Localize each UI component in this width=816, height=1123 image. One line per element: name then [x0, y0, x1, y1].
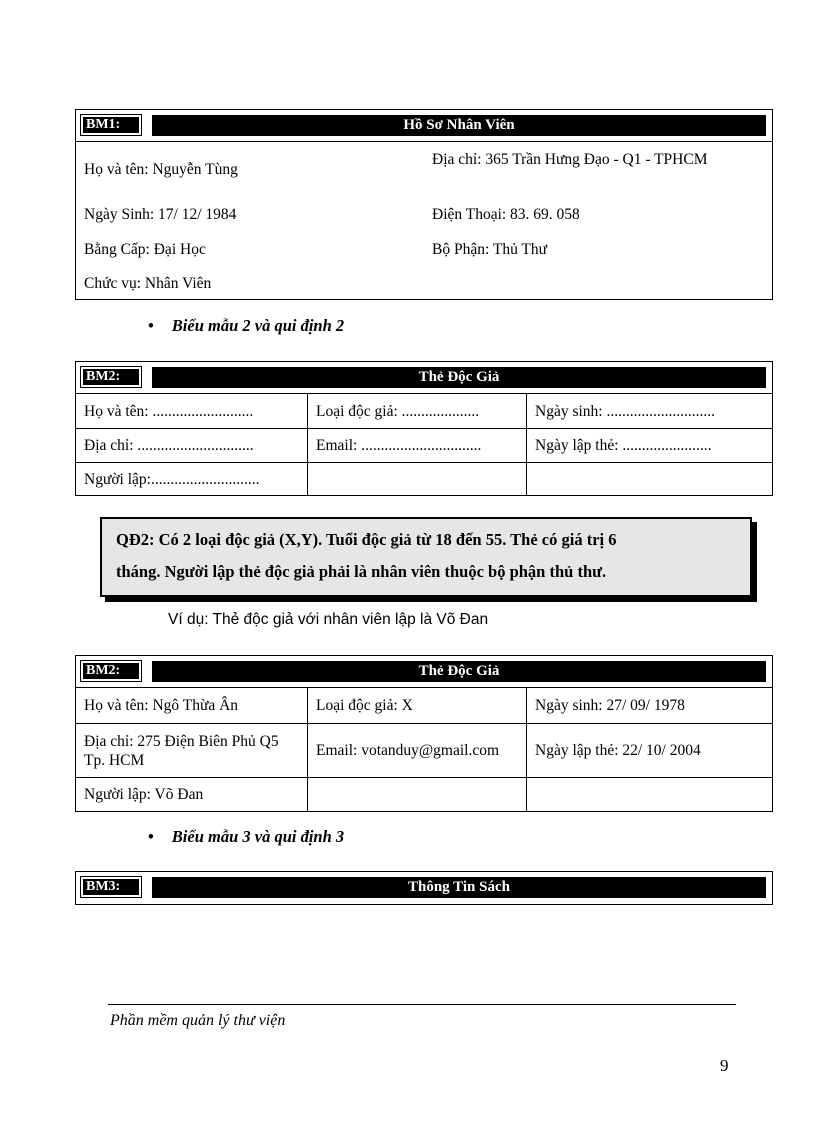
section-heading-2: [148, 316, 344, 336]
employee-position: Chức vụ: Nhân Viên: [84, 275, 212, 292]
form-cell: Email: votanduy@gmail.com: [308, 723, 527, 777]
example-text: Ví dụ: Thẻ độc giả với nhân viên lập là Võ Đan: [168, 611, 489, 628]
employee-name: Họ và tên: Nguyễn Tùng: [84, 161, 238, 178]
form-code-box: [80, 660, 142, 682]
employee-phone: Điện Thoại: 83. 69. 058: [432, 206, 580, 223]
form-bm1: [75, 109, 773, 300]
form-cell: [527, 462, 772, 495]
page-number: 9: [720, 1056, 729, 1075]
form-title: Thẻ Độc Giả: [152, 661, 766, 682]
form-cell: Ngày lập thẻ: .......................: [527, 428, 772, 462]
form-cell: [308, 462, 527, 495]
form-title: Thông Tin Sách: [152, 877, 766, 898]
form-cell: Họ và tên: ..........................: [76, 394, 308, 428]
bullet-icon: •: [148, 827, 154, 846]
form-code: BM2:: [83, 369, 139, 385]
employee-department: Bộ Phận: Thủ Thư: [432, 241, 548, 258]
employee-address: Địa chỉ: 365 Trần Hưng Đạo - Q1 - TPHCM: [432, 151, 708, 168]
bullet-icon: •: [148, 316, 154, 335]
footer-text: Phần mềm quản lý thư viện: [110, 1012, 286, 1029]
form-cell: [527, 777, 772, 811]
form-cell: Loại độc giả: ....................: [308, 394, 527, 428]
form-code: BM3:: [83, 879, 139, 895]
form-code-box: [80, 114, 142, 136]
section-heading-text: Biểu mẫu 3 và qui định 3: [171, 827, 345, 846]
form-cell: Họ và tên: Ngô Thừa Ân: [76, 688, 308, 723]
form-cell: Ngày sinh: 27/ 09/ 1978: [535, 697, 685, 714]
form-body: [76, 142, 772, 299]
rule-line-2: tháng. Người lập thẻ độc giả phải là nhân viên thuộc bộ phận thủ thư.: [116, 562, 607, 581]
form-title: Hồ Sơ Nhân Viên: [152, 115, 766, 136]
form-cell: Email: ...............................: [308, 428, 527, 462]
form-grid: [76, 688, 772, 811]
form-cell: Loại độc giả: X: [308, 688, 527, 723]
form-header: [76, 656, 772, 688]
footer-divider: [108, 1004, 736, 1005]
rule-line-1: QĐ2: Có 2 loại độc giả (X,Y). Tuổi độc giả từ 18 đến 55. Thẻ có giá trị 6: [116, 530, 617, 549]
form-bm3: [75, 871, 773, 905]
form-header: [76, 110, 772, 142]
form-header: [76, 872, 772, 904]
form-cell: Ngày lập thẻ: 22/ 10/ 2004: [527, 723, 772, 777]
form-bm2-filled: [75, 655, 773, 812]
rule-qd2: [100, 517, 752, 597]
section-heading-text: Biểu mẫu 2 và qui định 2: [171, 316, 345, 335]
form-cell: Địa chỉ: ..............................: [76, 428, 308, 462]
employee-dob: Ngày Sinh: 17/ 12/ 1984: [84, 206, 237, 223]
form-header: [76, 362, 772, 394]
form-code-box: [80, 876, 142, 898]
section-heading-3: [148, 827, 344, 847]
form-code-box: [80, 366, 142, 388]
employee-degree: Bằng Cấp: Đại Học: [84, 241, 206, 258]
form-bm2-blank: [75, 361, 773, 496]
form-cell: Địa chỉ: 275 Điện Biên Phủ Q5 Tp. HCM: [76, 723, 308, 777]
form-grid: [76, 394, 772, 495]
form-cell: [308, 777, 527, 811]
form-code: BM1:: [83, 117, 139, 133]
form-cell: Ngày sinh: ............................: [535, 402, 715, 420]
form-code: BM2:: [83, 663, 139, 679]
form-cell: Người lập: Võ Đan: [76, 777, 308, 811]
form-title: Thẻ Độc Giả: [152, 367, 766, 388]
form-cell: Người lập:............................: [76, 462, 308, 495]
